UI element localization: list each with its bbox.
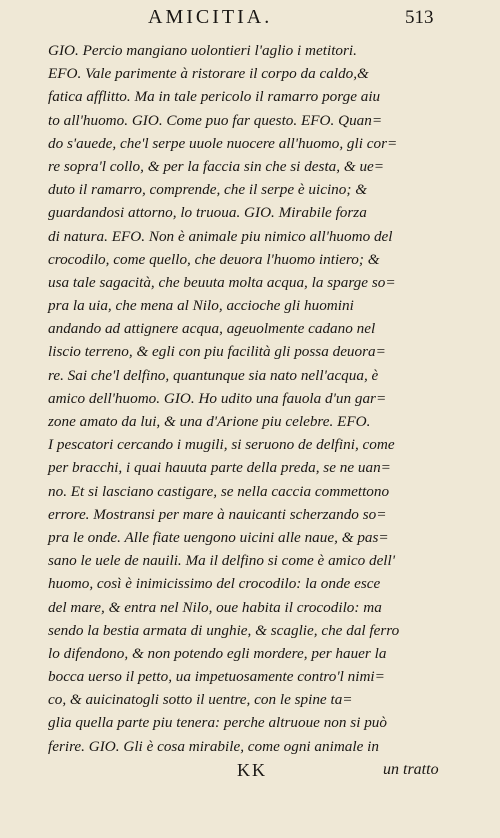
text-line: per bracchi, i quai hauuta parte della preda, se ne uan= bbox=[48, 459, 391, 477]
text-line: bocca uerso il petto, ua impetuosamente contro'l nimi= bbox=[48, 668, 385, 686]
text-line: lo difendono, & non potendo egli mordere, per hauer la bbox=[48, 644, 387, 662]
text-line: crocodilo, come quello, che deuora l'huomo intiero; & bbox=[48, 250, 380, 268]
text-line: duto il ramarro, comprende, che il serpe è uicino; & bbox=[48, 181, 368, 199]
catchword: un tratto bbox=[383, 761, 439, 778]
page-number: 513 bbox=[405, 7, 434, 28]
text-line: pra le onde. Alle fiate uengono uicini alle naue, & pas= bbox=[48, 528, 389, 546]
text-line: andando ad attignere acqua, ageuolmente cadano nel bbox=[48, 320, 376, 338]
text-line: di natura. EFO. Non è animale piu nimico all'huomo del bbox=[48, 227, 393, 245]
text-line: amico dell'huomo. GIO. Ho udito una fauola d'un gar= bbox=[48, 389, 387, 407]
text-line: sendo la bestia armata di unghie, & scaglie, che dal ferro bbox=[48, 621, 400, 639]
text-line: re sopra'l collo, & per la faccia sin che si desta, & ue= bbox=[48, 157, 385, 175]
text-line: fatica afflitto. Ma in tale pericolo il ramarro porge aiu bbox=[48, 88, 381, 106]
text-line: errore. Mostransi per mare à nauicanti scherzando so= bbox=[48, 505, 387, 523]
text-line: re. Sai che'l delfino, quantunque sia nato nell'acqua, è bbox=[48, 366, 379, 384]
text-line: liscio terreno, & egli con piu facilità gli possa deuora= bbox=[48, 343, 386, 361]
signature-mark: KK bbox=[237, 760, 267, 780]
text-line: huomo, così è inimicissimo del crocodilo: la onde esce bbox=[48, 575, 381, 593]
running-head: AMICITIA. bbox=[148, 6, 273, 28]
text-line: co, & auicinatogli sotto il uentre, con le spine ta= bbox=[48, 691, 353, 709]
text-line: pra la uia, che mena al Nilo, accioche gli huomini bbox=[48, 297, 354, 315]
text-line: GIO. Percio mangiano uolontieri l'aglio i metitori. bbox=[48, 42, 357, 59]
page-footer bbox=[0, 760, 500, 786]
text-line: to all'huomo. GIO. Come puo far questo. EFO. Quan= bbox=[48, 111, 383, 129]
text-line: no. Et si lasciano castigare, se nella caccia commettono bbox=[48, 482, 390, 500]
text-line: do s'auede, che'l serpe uuole nuocere all'huomo, gli cor= bbox=[48, 134, 398, 152]
text-line: sano le uele de nauili. Ma il delfino si come è amico dell' bbox=[48, 552, 395, 570]
text-line: del mare, & entra nel Nilo, oue habita il crocodilo: ma bbox=[48, 598, 382, 616]
text-line: I pescatori cercando i mugili, si seruono de delfini, come bbox=[48, 436, 395, 454]
text-line: ferire. GIO. Gli è cosa mirabile, come ogni animale in bbox=[48, 737, 379, 755]
text-line: EFO. Vale parimente à ristorare il corpo da caldo,& bbox=[48, 65, 369, 83]
text-line: usa tale sagacità, che beuuta molta acqua, la sparge so= bbox=[48, 273, 396, 291]
text-line: glia quella parte piu tenera: perche altruoue non si può bbox=[48, 714, 387, 732]
page-header bbox=[0, 6, 500, 32]
text-line: guardandosi attorno, lo truoua. GIO. Mirabile forza bbox=[48, 204, 367, 222]
text-line: zone amato da lui, & una d'Arione piu celebre. EFO. bbox=[48, 413, 371, 430]
body-text bbox=[48, 39, 478, 758]
